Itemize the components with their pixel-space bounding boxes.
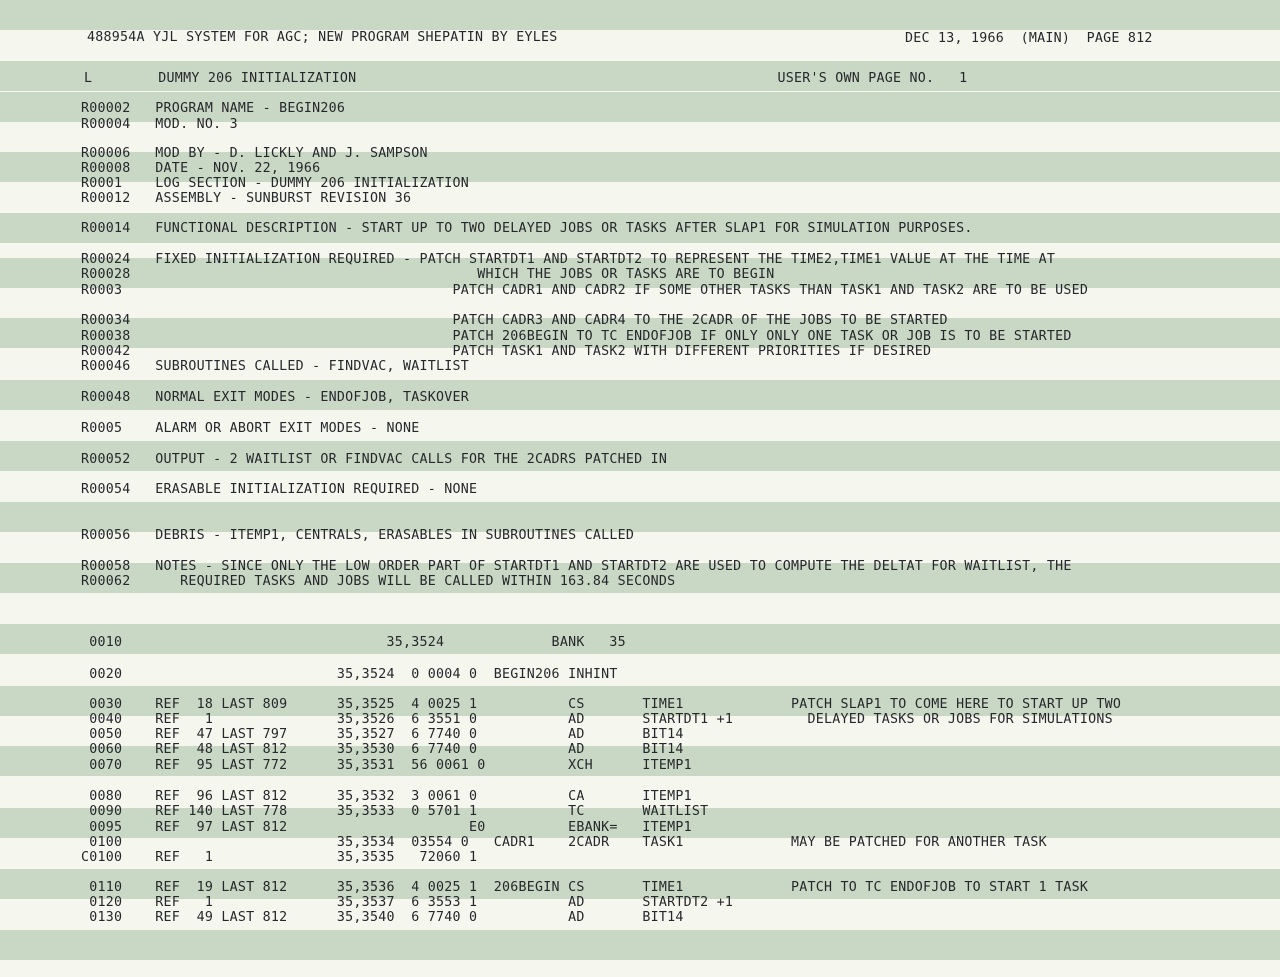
code-line: 0020 35,3524 0 0004 0 BEGIN206 INHINT bbox=[81, 667, 618, 682]
code-line: 0130 REF 49 LAST 812 35,3540 6 7740 0 AD BIT14 bbox=[81, 910, 684, 925]
stripe-band bbox=[0, 930, 1280, 960]
listing-line: R00028 WHICH THE JOBS OR TASKS ARE TO BEGIN bbox=[81, 267, 775, 282]
listing-line: R00058 NOTES - SINCE ONLY THE LOW ORDER PART OF STARTDT1 AND STARTDT2 ARE USED TO COMPUTE THE DELTAT FOR WAITLIST, THE bbox=[81, 559, 1072, 574]
listing-line: R00008 DATE - NOV. 22, 1966 bbox=[81, 161, 321, 176]
listing-line: R00014 FUNCTIONAL DESCRIPTION - START UP TO TWO DELAYED JOBS OR TASKS AFTER SLAP1 FOR SIMULATION PURPOSES. bbox=[81, 221, 973, 236]
listing-line: R0005 ALARM OR ABORT EXIT MODES - NONE bbox=[81, 421, 420, 436]
listing-line: R00006 MOD BY - D. LICKLY AND J. SAMPSON bbox=[81, 146, 428, 161]
code-line: 0110 REF 19 LAST 812 35,3536 4 0025 1 206BEGIN CS TIME1 PATCH TO TC ENDOFJOB TO START 1 TASK bbox=[81, 880, 1089, 895]
header-left: 488954A YJL SYSTEM FOR AGC; NEW PROGRAM SHEPATIN BY EYLES bbox=[87, 30, 558, 45]
stripe-band bbox=[0, 0, 1280, 30]
code-line: C0100 REF 1 35,3535 72060 1 bbox=[81, 850, 478, 865]
code-line: 0050 REF 47 LAST 797 35,3527 6 7740 0 AD BIT14 bbox=[81, 727, 684, 742]
listing-line: R0003 PATCH CADR1 AND CADR2 IF SOME OTHER TASKS THAN TASK1 AND TASK2 ARE TO BE USED bbox=[81, 283, 1089, 298]
code-line: 0040 REF 1 35,3526 6 3551 0 AD STARTDT1 +1 DELAYED TASKS OR JOBS FOR SIMULATIONS bbox=[81, 712, 1113, 727]
code-line: 0060 REF 48 LAST 812 35,3530 6 7740 0 AD BIT14 bbox=[81, 742, 684, 757]
listing-line: R00002 PROGRAM NAME - BEGIN206 bbox=[81, 101, 346, 116]
listing-line: R00048 NORMAL EXIT MODES - ENDOFJOB, TASKOVER bbox=[81, 390, 470, 405]
listing-line: R00054 ERASABLE INITIALIZATION REQUIRED - NONE bbox=[81, 482, 478, 497]
code-line: 0080 REF 96 LAST 812 35,3532 3 0061 0 CA ITEMP1 bbox=[81, 789, 692, 804]
code-line: 0095 REF 97 LAST 812 E0 EBANK= ITEMP1 bbox=[81, 820, 692, 835]
listing-line: R00034 PATCH CADR3 AND CADR4 TO THE 2CADR OF THE JOBS TO BE STARTED bbox=[81, 313, 948, 328]
listing-line: R00046 SUBROUTINES CALLED - FINDVAC, WAITLIST bbox=[81, 359, 470, 374]
listing-line: R00004 MOD. NO. 3 bbox=[81, 117, 238, 132]
code-line: 0030 REF 18 LAST 809 35,3525 4 0025 1 CS TIME1 PATCH SLAP1 TO COME HERE TO START UP TWO bbox=[81, 697, 1122, 712]
code-line: 0090 REF 140 LAST 778 35,3533 0 5701 1 TC WAITLIST bbox=[81, 804, 709, 819]
code-line: 0120 REF 1 35,3537 6 3553 1 AD STARTDT2 +1 bbox=[81, 895, 734, 910]
listing-line: R0001 LOG SECTION - DUMMY 206 INITIALIZATION bbox=[81, 176, 470, 191]
listing-line: R00012 ASSEMBLY - SUNBURST REVISION 36 bbox=[81, 191, 412, 206]
section-title-line: L DUMMY 206 INITIALIZATION USER'S OWN PAGE NO. 1 bbox=[84, 71, 968, 86]
code-line: 0010 35,3524 BANK 35 bbox=[81, 635, 626, 650]
code-line: 0070 REF 95 LAST 772 35,3531 56 0061 0 XCH ITEMP1 bbox=[81, 758, 692, 773]
listing-line: R00056 DEBRIS - ITEMP1, CENTRALS, ERASABLES IN SUBROUTINES CALLED bbox=[81, 528, 635, 543]
code-line: 0100 35,3534 03554 0 CADR1 2CADR TASK1 MAY BE PATCHED FOR ANOTHER TASK bbox=[81, 835, 1047, 850]
listing-line: R00052 OUTPUT - 2 WAITLIST OR FINDVAC CALLS FOR THE 2CADRS PATCHED IN bbox=[81, 452, 668, 467]
listing-line: R00038 PATCH 206BEGIN TO TC ENDOFJOB IF ONLY ONLY ONE TASK OR JOB IS TO BE STARTED bbox=[81, 329, 1072, 344]
listing-line: R00024 FIXED INITIALIZATION REQUIRED - PATCH STARTDT1 AND STARTDT2 TO REPRESENT THE TIME2,TIME1 VALUE AT THE TIME AT bbox=[81, 252, 1056, 267]
listing-line: R00062 REQUIRED TASKS AND JOBS WILL BE CALLED WITHIN 163.84 SECONDS bbox=[81, 574, 676, 589]
listing-line: R00042 PATCH TASK1 AND TASK2 WITH DIFFERENT PRIORITIES IF DESIRED bbox=[81, 344, 932, 359]
header-right: DEC 13, 1966 (MAIN) PAGE 812 bbox=[905, 31, 1153, 46]
